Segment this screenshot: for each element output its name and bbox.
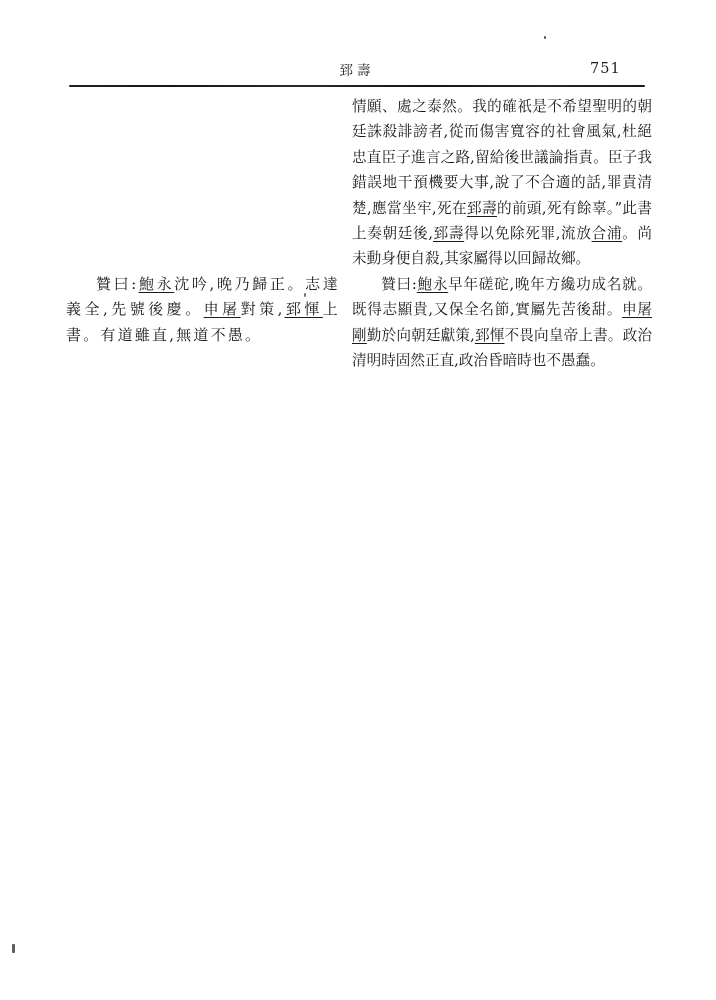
translation-text-column [352, 94, 652, 373]
classical-eulogy-paragraph [66, 272, 340, 348]
proper-noun-underlined: 鮑永 [416, 275, 449, 293]
text-run: 早年磋砣,晚年方纔功成名就。既得志顯貴,又保全名節,實屬先苦後甜。 [352, 275, 653, 319]
text-run: 沈吟,晚乃歸正。志達義全,先號後慶。 [66, 275, 341, 319]
text-run: 。尚未動身便自殺,其家屬得以回歸故鄉。 [352, 225, 652, 268]
translation-body-paragraph [352, 94, 652, 272]
text-run: 情願、處之泰然。我的確祇是不希望聖明的朝廷誅殺誹謗者,從而傷害寬容的社會風氣,杜絕忠直臣子進言之路,留給後世議論指責。臣子我錯誤地干預機要大事,說了不合適的話,罪責清楚,應當坐牢,死在 [352, 98, 652, 217]
text-run: 對策, [240, 300, 285, 319]
classical-text-column [66, 272, 340, 348]
translation-eulogy-paragraph [352, 272, 652, 374]
text-run: 贊曰: [381, 275, 417, 293]
page-number: 751 [590, 61, 621, 77]
header-divider-rule [69, 85, 645, 87]
text-run: 勤於向朝廷獻策, [366, 326, 475, 344]
scan-speck-artifact [304, 293, 306, 297]
proper-noun-underlined: 申屠剛 [352, 301, 652, 344]
scan-mark-artifact [12, 944, 15, 953]
proper-noun-underlined: 鮑永 [138, 275, 175, 293]
proper-noun-underlined: 申屠 [203, 300, 241, 319]
proper-noun-underlined: 郅壽 [466, 199, 497, 217]
text-run: 上書。有道雖直,無道不愚。 [66, 300, 340, 344]
proper-noun-underlined: 郅壽 [432, 225, 465, 243]
text-run: 得以免除死罪,流放 [464, 225, 592, 243]
text-run: 不畏向皇帝上書。政治清明時固然正直,政治昏暗時也不愚蠢。 [352, 326, 652, 370]
running-head-title: 郅壽 [339, 63, 375, 79]
scan-speck-artifact [544, 36, 546, 39]
proper-noun-underlined: 郅惲 [284, 300, 323, 319]
proper-noun-underlined: 合浦 [591, 225, 623, 243]
text-run: 贊曰: [96, 275, 139, 293]
proper-noun-underlined: 郅惲 [474, 326, 505, 344]
text-run: 的前頭,死有餘辜。”此書上奏朝廷後, [352, 199, 652, 243]
